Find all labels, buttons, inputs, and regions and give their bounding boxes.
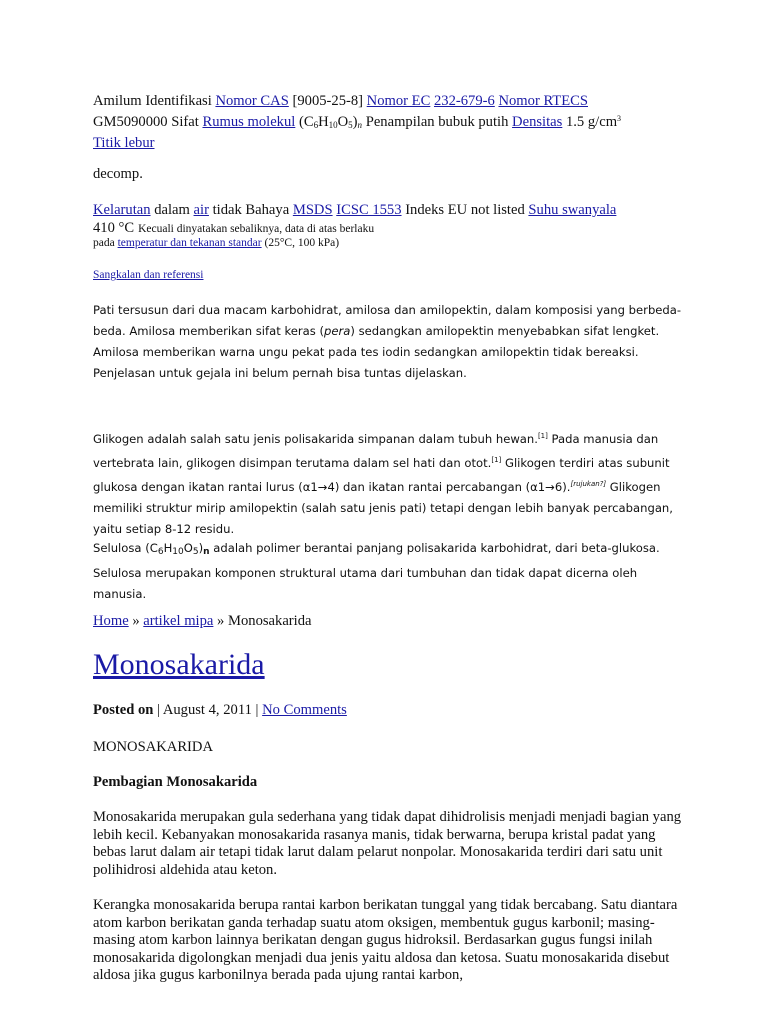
post-date: August 4, 2011 — [162, 702, 252, 718]
post-title-container — [93, 648, 683, 682]
msds-link[interactable]: MSDS — [292, 202, 333, 218]
selulosa-n-sub: n — [203, 547, 210, 557]
glikogen-part4: Glikogen memiliki struktur mirip amilopektin (salah satu jenis pati) tetapi dengan lebih banyak percabangan, yaitu setiap 8-12 residu. — [93, 480, 673, 536]
dalam-text: dalam — [154, 202, 190, 218]
formula-c-sub: 6 — [313, 120, 319, 130]
breadcrumb — [93, 612, 683, 630]
post-paragraph-2: Kerangka monosakarida berupa rantai karbon berikatan tunggal yang tidak bercabang. Satu diantara atom karbon berikatan ganda terhadap suatu atom oksigen, membentuk gugus karbonil; masing-masing atom karbon lainnya berikatan dengan gugus hidroksil. Berdasarkan gugus fungsi inilah monosakarida digolongkan menjadi dua jenis yaitu aldosa dan ketosa. Suatu monosakarida disebut aldosa jika gugus karbonilnya berada pada ujung rantai karbon, — [93, 897, 678, 983]
glikogen-ref3[interactable]: [rujukan?] — [570, 480, 607, 488]
comments-link[interactable]: No Comments — [262, 702, 347, 718]
post-heading: MONOSAKARIDA — [93, 739, 213, 755]
infobox — [93, 92, 683, 152]
formula-h-sub: 10 — [328, 120, 338, 130]
sangkalan-line — [93, 267, 683, 283]
nomor-cas-link[interactable]: Nomor CAS — [215, 93, 289, 109]
meta-separator: | — [255, 702, 259, 718]
formula-open: (C — [298, 114, 314, 130]
glikogen-ref2[interactable]: [1] — [491, 456, 502, 464]
cas-value: [9005-25-8] — [292, 93, 364, 109]
selulosa-paragraph — [93, 538, 683, 605]
glikogen-part1: Glikogen adalah salah satu jenis polisakarida simpanan dalam tubuh hewan. — [93, 432, 538, 446]
ec-value-link[interactable]: 232-679-6 — [433, 93, 495, 109]
infobox-line-2 — [93, 110, 683, 134]
indeks-eu-text: Indeks EU not listed — [405, 202, 525, 218]
sangkalan-link[interactable]: Sangkalan dan referensi — [93, 269, 204, 281]
pati-pera: pera — [324, 324, 351, 338]
rtecs-value: GM5090000 — [93, 114, 168, 130]
kelarutan-link[interactable]: Kelarutan — [93, 202, 151, 218]
densitas-link[interactable]: Densitas — [512, 114, 563, 130]
selulosa-h-sub: 10 — [172, 547, 184, 557]
pati-text: Pati tersusun dari dua macam karbohidrat, amilosa dan amilopektin, dalam komposisi yang berbeda-beda. Amilosa memberikan sifat keras ( — [93, 303, 682, 338]
suhu-swanyala-link[interactable]: Suhu swanyala — [528, 202, 617, 218]
infobox-line-1 — [93, 92, 683, 110]
densitas-value — [566, 114, 621, 130]
breadcrumb-current: Monosakarida — [228, 613, 312, 629]
selulosa-rest: adalah polimer berantai panjang polisakarida karbohidrat, dari beta-glukosa. Selulosa merupakan komponen struktural utama dari tumbuhan dan tidak dapat dicerna oleh manusia. — [93, 541, 660, 601]
selulosa-c-sub: 6 — [157, 547, 164, 557]
sifat-label: Sifat — [171, 114, 199, 130]
air-link[interactable]: air — [193, 202, 209, 218]
pati-text-rest: ) sedangkan amilopektin menyebabkan sifat lengket. Amilosa memberikan warna ungu pekat pada tes iodin sedangkan amilopektin tidak bereaksi. Penjelasan untuk gejala ini belum pernah bisa tuntas dijelaskan. — [93, 324, 660, 380]
densitas-sup: 3 — [617, 114, 622, 123]
glikogen-ref1[interactable]: [1] — [537, 432, 548, 440]
formula-o-sub: 5 — [348, 120, 353, 130]
titik-lebur-link[interactable]: Titik lebur — [93, 135, 155, 151]
icsc-link[interactable]: ICSC 1553 — [336, 202, 402, 218]
pada-text: pada — [93, 237, 115, 249]
nomor-rtecs-link[interactable]: Nomor RTECS — [498, 93, 588, 109]
molecular-formula — [299, 114, 362, 130]
meta-separator: | — [157, 702, 160, 718]
kondisi-text: (25°C, 100 kPa) — [264, 237, 340, 249]
nomor-ec-link[interactable]: Nomor EC — [366, 93, 431, 109]
formula-n: n — [357, 120, 363, 130]
identifikasi-label: Identifikasi — [145, 93, 212, 109]
breadcrumb-artikel-link[interactable]: artikel mipa — [143, 613, 214, 629]
breadcrumb-separator: » — [217, 613, 225, 629]
selulosa-o-sub: 5 — [192, 547, 199, 557]
decomp-text: decomp. — [93, 166, 143, 182]
penampilan-text: Penampilan bubuk putih — [365, 114, 509, 130]
amilum-label: Amilum — [93, 93, 142, 109]
breadcrumb-home-link[interactable]: Home — [93, 613, 129, 629]
densitas-number: 1.5 g/cm — [565, 114, 618, 130]
formula-h: H — [318, 114, 329, 130]
temperatur-link[interactable]: temperatur dan tekanan standar — [117, 237, 262, 249]
breadcrumb-separator: » — [132, 613, 140, 629]
post-subheading: Pembagian Monosakarida — [93, 774, 258, 790]
formula-o: O — [337, 114, 349, 130]
selulosa-lead: Selulosa (C — [93, 541, 158, 555]
glikogen-paragraph — [93, 426, 683, 540]
kecuali-text: Kecuali dinyatakan sebaliknya, data di atas berlaku — [138, 223, 375, 235]
rumus-molekul-link[interactable]: Rumus molekul — [202, 114, 296, 130]
selulosa-close: ) — [198, 541, 204, 555]
suhu-value: 410 °C — [93, 220, 135, 236]
post-title — [93, 648, 683, 682]
infobox-line-3 — [93, 134, 683, 152]
pati-paragraph — [93, 300, 683, 384]
tidak-bahaya-text: tidak Bahaya — [212, 202, 290, 218]
selulosa-o: O — [183, 541, 193, 555]
pada-line — [93, 235, 683, 251]
post-meta — [93, 701, 683, 719]
glikogen-part2: Pada manusia dan vertebrata lain, glikogen disimpan terutama dalam sel hati dan otot. — [93, 432, 659, 470]
posted-on-label: Posted on — [93, 702, 154, 718]
selulosa-h: H — [163, 541, 173, 555]
post-title-link[interactable]: Monosakarida — [93, 648, 265, 681]
glikogen-part3: Glikogen terdiri atas subunit glukosa dengan ikatan rantai lurus (α1→4) dan ikatan rantai percabangan (α1→6). — [93, 456, 670, 494]
kelarutan-line — [93, 201, 683, 219]
formula-close: ) — [352, 114, 358, 130]
post-paragraph-1: Monosakarida merupakan gula sederhana yang tidak dapat dihidrolisis menjadi menjadi bagian yang lebih kecil. Kebanyakan monosakarida rasanya manis, tidak berwarna, berupa kristal padat yang bebas larut dalam air tetapi tidak larut dalam pelarut nonpolar. Monosakarida terdiri dari satu unit polihidrosi aldehida atau keton. — [93, 809, 682, 878]
